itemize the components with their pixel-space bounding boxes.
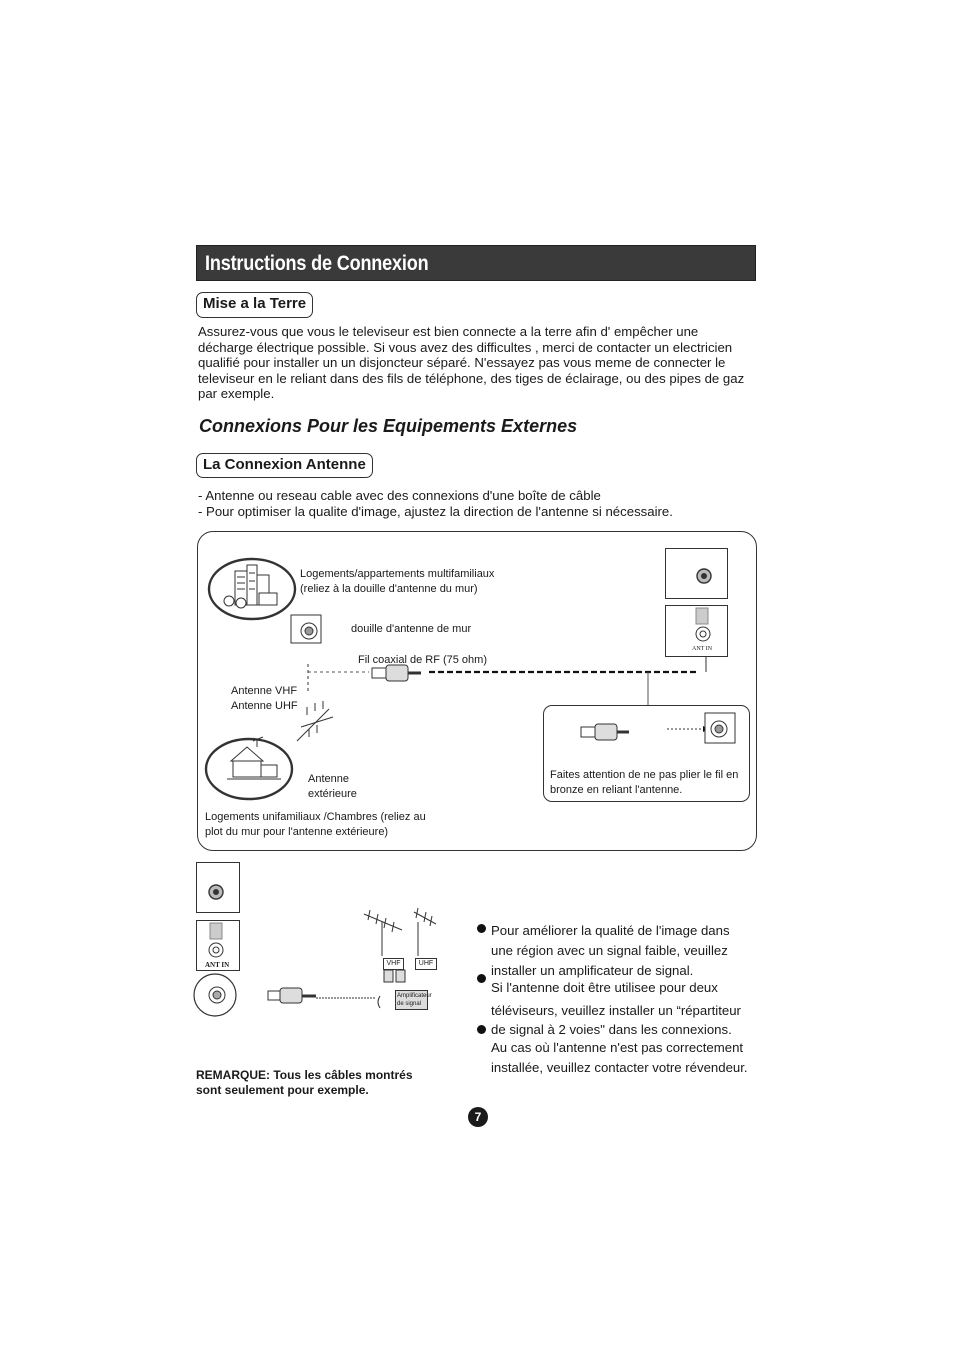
single-family-label bbox=[205, 810, 426, 840]
outdoor-antenna-icon bbox=[297, 701, 333, 741]
outdoor-antenna-label bbox=[308, 772, 357, 802]
coax-plug-icon bbox=[268, 988, 316, 1003]
ant-in-panel bbox=[665, 605, 728, 657]
bullet-3 bbox=[491, 1021, 748, 1077]
text-line: sont seulement pour exemple. bbox=[196, 1083, 369, 1097]
warning-text bbox=[550, 768, 738, 798]
uhf-antenna-label: Antenne UHF bbox=[231, 700, 298, 712]
house-illustration bbox=[206, 737, 292, 799]
text-line: REMARQUE: Tous les câbles montrés bbox=[196, 1068, 413, 1082]
bullet-dot bbox=[477, 974, 486, 983]
uhf-label: UHF bbox=[415, 958, 437, 970]
grounding-text bbox=[198, 324, 768, 402]
apartment-illustration bbox=[209, 559, 295, 619]
antenna-text bbox=[198, 488, 768, 519]
antenna-title: La Connexion Antenne bbox=[196, 453, 373, 478]
text-line: installer un amplificateur de signal. bbox=[491, 963, 694, 978]
ant-in-label: ANT IN bbox=[205, 961, 230, 969]
bullet-1 bbox=[491, 921, 730, 981]
text-line: Amplificateur bbox=[397, 993, 432, 999]
text-line: Faites attention de ne pas plier le fil en bbox=[550, 769, 739, 781]
text-line: par exemple. bbox=[198, 386, 275, 401]
text-line: - Pour optimiser la qualite d'image, ajustez la direction de l'antenne si nécessaire. bbox=[198, 503, 673, 519]
section-header bbox=[196, 245, 756, 281]
text-line: installée, veuillez contacter votre révendeur. bbox=[491, 1060, 748, 1075]
text-line: qualifié pour installer un un disjoncteur séparé. N'essayez pas vous meme de connecter le bbox=[198, 355, 726, 370]
text-line: Assurez-vous que vous le televiseur est bien connecte a la terre afin d' empêcher une bbox=[198, 324, 699, 339]
vhf-antenna-label: Antenne VHF bbox=[231, 685, 298, 697]
text-line: Si l'antenne doit être utilisee pour deux bbox=[491, 980, 718, 995]
note bbox=[196, 1068, 413, 1098]
text-line: - Antenne ou reseau cable avec des connexions d'une boîte de câble bbox=[198, 488, 601, 503]
tv-back-panel bbox=[665, 548, 728, 599]
bullet-dot bbox=[477, 924, 486, 933]
section-title: Instructions de Connexion bbox=[205, 252, 429, 275]
wall-socket-icon bbox=[291, 615, 321, 643]
text-line: une région avec un signal faible, veuillez bbox=[491, 943, 728, 958]
text-line: Antenne bbox=[308, 773, 349, 785]
text-line: Logements unifamiliaux /Chambres (reliez au bbox=[205, 811, 426, 823]
grounding-title: Mise a la Terre bbox=[196, 292, 313, 318]
text-line: televiseur en le reliant dans des fils de téléphone, des tiges de éclairage, ou des pipes de gaz bbox=[198, 370, 745, 386]
text-line: Pour améliorer la qualité de l'image dans bbox=[491, 923, 730, 938]
text-line: de signal bbox=[397, 1001, 422, 1007]
page-number: 7 bbox=[468, 1107, 488, 1127]
text-line: Au cas où l'antenne n'est pas correctement bbox=[491, 1040, 744, 1055]
external-heading: Connexions Pour les Equipements Externes bbox=[199, 416, 578, 436]
uhf-antenna-icon bbox=[414, 908, 436, 956]
ant-in-label: ANT IN bbox=[692, 646, 713, 652]
text-line: téléviseurs, veuillez installer un “répartiteur bbox=[491, 1003, 741, 1018]
text-line: extérieure bbox=[308, 788, 357, 800]
vhf-antenna-icon bbox=[364, 910, 402, 956]
bullet-2 bbox=[491, 976, 741, 1022]
wall-socket-label: douille d'antenne de mur bbox=[351, 623, 472, 635]
text-line: Logements/appartements multifamiliaux bbox=[300, 568, 495, 580]
signal-amplifier-box bbox=[395, 990, 432, 1010]
text-line: de signal à 2 voies" dans les connexions. bbox=[491, 1022, 732, 1037]
coax-label: Fil coaxial de RF (75 ohm) bbox=[358, 654, 487, 666]
text-line: (reliez à la douille d'antenne du mur) bbox=[300, 583, 478, 595]
antenna-jack-icon bbox=[666, 549, 727, 598]
text-line: plot du mur pour l'antenne extérieure) bbox=[205, 826, 389, 838]
multi-family-label bbox=[300, 567, 494, 597]
text-line: bronze en reliant l'antenne. bbox=[550, 784, 683, 796]
bullet-dot bbox=[477, 1025, 486, 1034]
vhf-label: VHF bbox=[383, 958, 404, 970]
text-line: décharge électrique possible. Si vous avez des difficultes , merci de contacter un electricien bbox=[198, 339, 733, 355]
